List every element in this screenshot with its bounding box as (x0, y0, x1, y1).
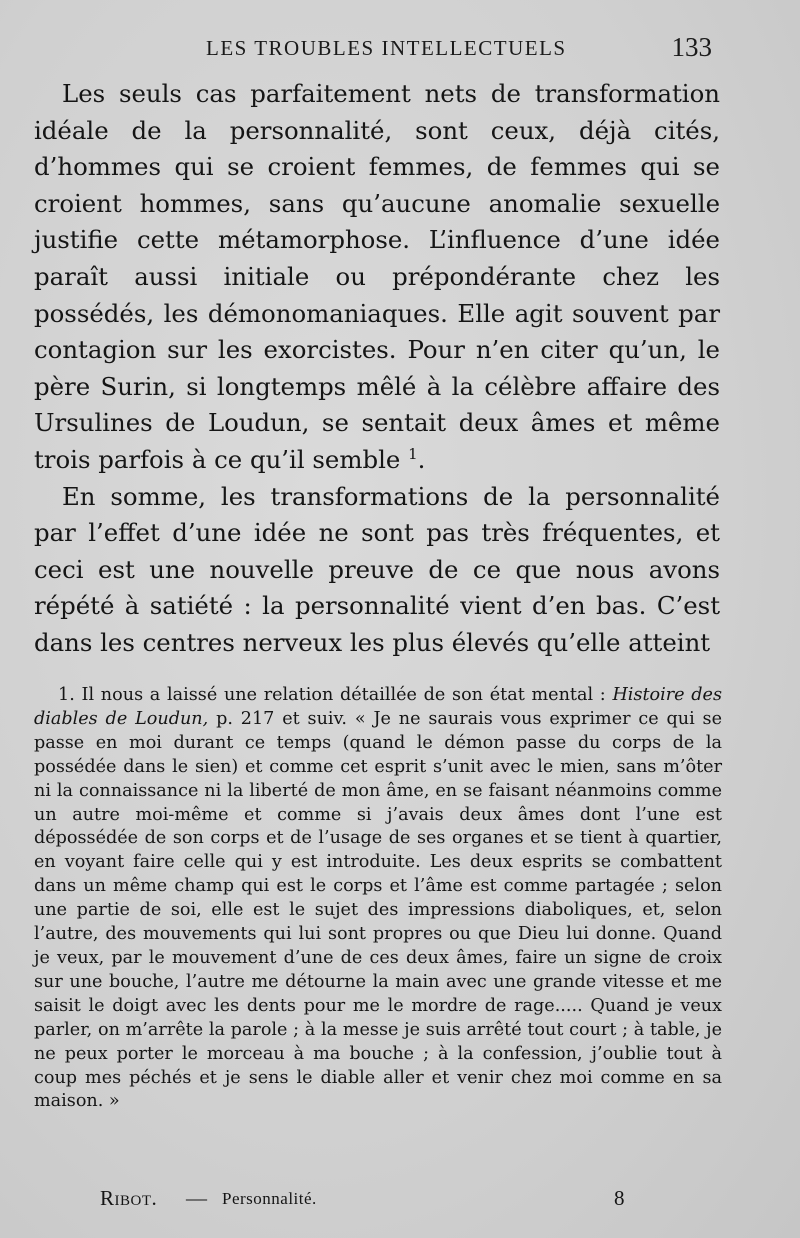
running-head: LES TROUBLES INTELLECTUELS (206, 36, 567, 60)
paragraph-text: En somme, les transformations de la personnalité par l’effet d’une idée ne sont pas très fréquentes, et ceci est une nouvelle preuve de ce que nous avons répété à satiété : la personnalité vient d’en bas. C’est dans les centres nerveux les plus élevés qu’elle atteint (34, 481, 720, 657)
footnotes (34, 684, 722, 1114)
footer-title: Personnalité. (222, 1189, 317, 1208)
paragraph (34, 479, 720, 662)
footnote-intro: Il nous a laissé une relation détaillée de son état mental : (81, 685, 606, 705)
paragraph-end: . (417, 444, 426, 474)
main-text (34, 76, 720, 662)
paragraph-text: Les seuls cas parfaitement nets de transformation idéale de la personnalité, sont ceux, déjà cités, d’hommes qui se croient femmes, de femmes qui se croient hommes, sans qu’aucune anomalie sexuelle justifie cette métamorphose. L’influence d’une idée paraît aussi initiale ou prépondérante chez les possédés, les démonomaniaques. Elle agit souvent par contagion sur les exorcistes. Pour n’en citer qu’un, le père Surin, si longtemps mêlé à la célèbre affaire des Ursulines de Loudun, se sentait deux âmes et même trois parfois à ce qu’il semble (34, 79, 720, 474)
footnote-number: 1. (58, 685, 75, 705)
page-header (0, 34, 800, 64)
footer-separator: — (186, 1186, 207, 1210)
signature-mark: 8 (614, 1186, 625, 1210)
page-footer (0, 1186, 800, 1216)
footnote (34, 684, 722, 1114)
footnote-reference: 1 (408, 444, 418, 463)
page-number: 133 (671, 32, 712, 62)
paragraph (34, 76, 720, 479)
footnote-source-title: Histoire des diables de Loudun, (34, 685, 722, 729)
footer-author: Ribot. (100, 1186, 158, 1210)
footnote-text: p. 217 et suiv. « Je ne saurais vous exprimer ce qui se passe en moi durant ce temps (quand le démon passe du corps de la possédée dans le sien) et comme cet esprit s’unit avec le mien, sans m’ôter ni la connaissance ni la liberté de mon âme, en se faisant néanmoins comme un autre moi-même et comme si j’avais deux âmes dont l’une est dépossédée de son corps et de l’usage de ses organes et se tient à quartier, en voyant faire celle qui y est introduite. Les deux esprits se combattent dans un même champ qui est le corps et l’âme est comme partagée ; selon une partie de soi, elle est le sujet des impressions diaboliques, et, selon l’autre, des mouvements qui lui sont propres ou que Dieu lui donne. Quand je veux, par le mouvement d’une de ces deux âmes, faire un signe de croix sur une bouche, l’autre me détourne la main avec une grande vitesse et me saisit le doigt avec les dents pour me le mordre de rage..... Quand je veux parler, on m’arrête la parole ; à la messe je suis arrêté tout court ; à table, je ne peux porter le morceau à ma bouche ; à la confession, j’oublie tout à coup mes péchés et je sens le diable aller et venir chez moi comme en sa maison. » (34, 708, 722, 1112)
